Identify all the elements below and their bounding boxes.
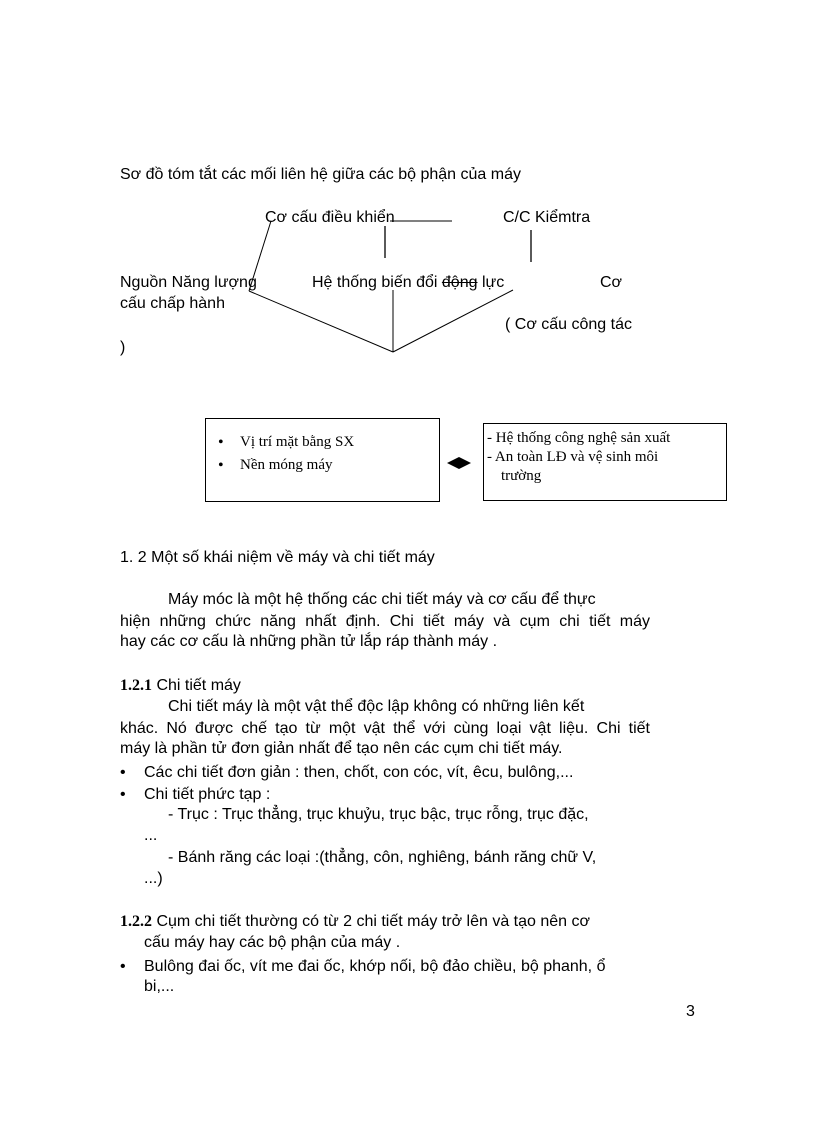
assembly-line: cấu máy hay các bộ phận của máy . [144, 934, 401, 951]
intro-line: Máy móc là một hệ thống các chi tiết máy và cơ cấu để thực [168, 591, 596, 608]
list-item: trường [501, 468, 542, 484]
shaft-continuation: ... [144, 827, 158, 844]
page-number: 3 [686, 1003, 695, 1020]
part-line: máy là phần tử đơn giản nhất để tạo nên các cụm chi tiết máy. [120, 740, 563, 757]
assembly-bullet-continuation: bi,... [144, 978, 175, 995]
executor-label-part1: Cơ [600, 274, 623, 291]
control-unit-label: Cơ cấu điều khiển [265, 209, 395, 226]
list-item: - An toàn LĐ và vệ sinh môi [487, 449, 659, 465]
list-item: • Nền móng máy [206, 454, 439, 477]
assembly-heading: 1.2.2 Cụm chi tiết thường có từ 2 chi tiết máy trở lên và tạo nên cơ [120, 913, 590, 930]
source-to-hub [249, 291, 393, 352]
part-heading: 1.2.1 Chi tiết máy [120, 677, 241, 694]
shaft-line: - Trục : Trục thẳng, trục khuỷu, trục bậc, trục rỗng, trục đặc, [168, 806, 589, 823]
part-line: khác. Nó được chế tạo từ một vật thể với cùng loại vật liệu. Chi tiết [120, 720, 650, 737]
site-requirements-box [205, 418, 440, 502]
diagram-heading: Sơ đồ tóm tắt các mối liên hệ giữa các bộ phận của máy [120, 166, 521, 183]
intro-line: hiện những chức năng nhất định. Chi tiết máy và cụm chi tiết máy [120, 613, 650, 630]
list-item: • Vị trí mặt bằng SX [206, 431, 439, 454]
environment-requirements-box [483, 423, 727, 501]
gear-continuation: ...) [144, 870, 163, 887]
working-unit-close: ) [120, 339, 126, 356]
section-title: 1. 2 Một số khái niệm về máy và chi tiết máy [120, 549, 435, 566]
inspection-unit-label: C/C Kiểmtra [503, 209, 591, 226]
intro-line: hay các cơ cấu là những phần tử lắp ráp thành máy . [120, 633, 498, 650]
gear-line: - Bánh răng các loại :(thẳng, côn, nghiêng, bánh răng chữ V, [168, 849, 597, 866]
transform-system-label: Hệ thống biến đổi động lực [312, 274, 505, 291]
executor-label-part2: cấu chấp hành [120, 295, 225, 312]
diamond-connector [447, 457, 471, 469]
power-source-label: Nguồn Năng lượng [120, 274, 257, 291]
part-line: Chi tiết máy là một vật thể độc lập không có những liên kết [168, 698, 585, 715]
executor-to-hub [393, 290, 513, 352]
working-unit-label: ( Cơ cấu công tác [505, 316, 632, 333]
list-item: - Hệ thống công nghệ sản xuất [487, 430, 671, 446]
